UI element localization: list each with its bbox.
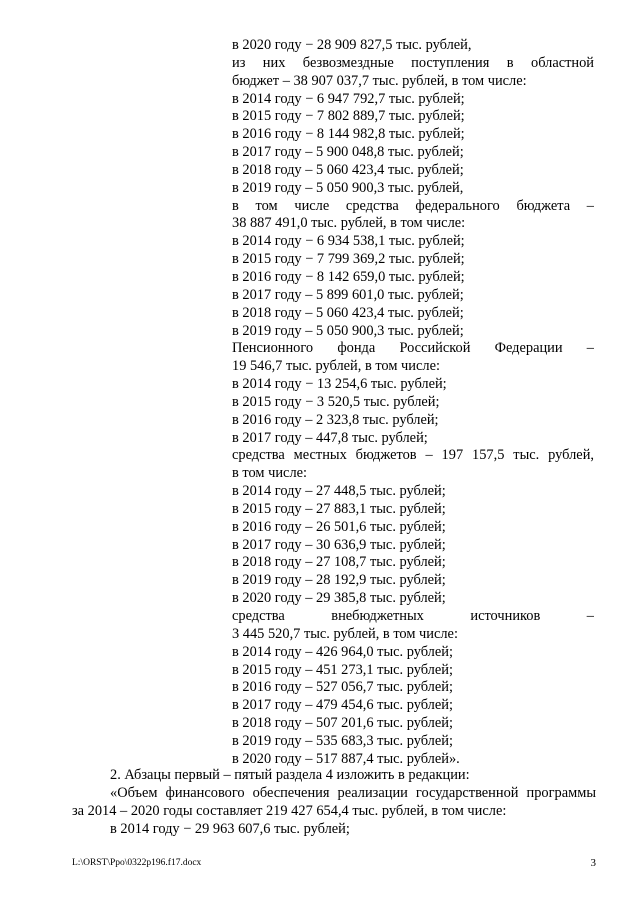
text-line: 3 445 520,7 тыс. рублей, в том числе: bbox=[232, 625, 458, 642]
text-line: в 2018 году – 5 060 423,4 тыс. рублей; bbox=[232, 161, 464, 178]
text-line: в 2019 году – 28 192,9 тыс. рублей; bbox=[232, 572, 446, 589]
text-line: в 2014 году − 6 934 538,1 тыс. рублей; bbox=[232, 233, 465, 250]
text-line: в 2017 году – 5 900 048,8 тыс. рублей; bbox=[232, 144, 464, 161]
text-line: в том числе средства федерального бюджета – bbox=[232, 197, 594, 214]
page-footer bbox=[72, 856, 596, 870]
text-line: средства внебюджетных источников – bbox=[232, 608, 594, 624]
text-line: в 2015 году – 27 883,1 тыс. рублей; bbox=[232, 500, 446, 517]
text-line: в 2018 году – 507 201,6 тыс. рублей; bbox=[232, 715, 453, 732]
text-line: в 2016 году – 527 056,7 тыс. рублей; bbox=[232, 679, 453, 696]
text-line: в 2016 году − 8 142 659,0 тыс. рублей; bbox=[232, 268, 465, 285]
text-line: Пенсионного фонда Российской Федерации – bbox=[232, 340, 594, 357]
text-line: в том числе: bbox=[232, 465, 308, 482]
text-line: в 2018 году – 5 060 423,4 тыс. рублей; bbox=[232, 304, 464, 321]
text-line: в 2019 году – 5 050 900,3 тыс. рублей; bbox=[232, 322, 464, 339]
text-line: в 2015 году − 7 799 369,2 тыс. рублей; bbox=[232, 251, 465, 268]
text-line: в 2015 году – 451 273,1 тыс. рублей; bbox=[232, 661, 453, 678]
text-line: в 2016 году – 2 323,8 тыс. рублей; bbox=[232, 411, 439, 428]
amendment-paragraph bbox=[72, 767, 596, 839]
text-line: в 2015 году − 3 520,5 тыс. рублей; bbox=[232, 393, 440, 410]
text-line: в 2020 году − 28 909 827,5 тыс. рублей, bbox=[232, 37, 472, 53]
text-line: в 2017 году – 447,8 тыс. рублей; bbox=[232, 429, 428, 446]
text-line: в 2014 году − 13 254,6 тыс. рублей; bbox=[232, 376, 447, 393]
text-line: средства местных бюджетов – 197 157,5 тыс. рублей, bbox=[232, 447, 594, 464]
text-line: бюджет – 38 907 037,7 тыс. рублей, в том числе: bbox=[232, 72, 527, 89]
text-line: 19 546,7 тыс. рублей, в том числе: bbox=[232, 358, 440, 375]
text-line: в 2020 году – 29 385,8 тыс. рублей; bbox=[232, 590, 446, 607]
text-line: в 2014 году – 27 448,5 тыс. рублей; bbox=[232, 483, 446, 500]
page-number: 3 bbox=[590, 857, 596, 869]
paragraph-line: за 2014 – 2020 годы составляет 219 427 654,4 тыс. рублей, в том числе: bbox=[72, 802, 507, 819]
text-line: в 2018 году – 27 108,7 тыс. рублей; bbox=[232, 554, 446, 571]
paragraph-line: в 2014 году − 29 963 607,6 тыс. рублей; bbox=[110, 820, 350, 837]
text-line: в 2020 году – 517 887,4 тыс. рублей». bbox=[232, 750, 460, 767]
text-line: в 2017 году – 30 636,9 тыс. рублей; bbox=[232, 536, 446, 553]
text-line: 38 887 491,0 тыс. рублей, в том числе: bbox=[232, 215, 466, 232]
text-line: в 2019 году – 5 050 900,3 тыс. рублей, bbox=[232, 179, 464, 196]
file-path: L:\ORST\Ppo\0322p196.f17.docx bbox=[72, 858, 202, 868]
paragraph-line: «Объем финансового обеспечения реализации государственной программы bbox=[110, 784, 596, 801]
paragraph-line: 2. Абзацы первый – пятый раздела 4 изложить в редакции: bbox=[110, 767, 470, 783]
text-line: в 2014 году – 426 964,0 тыс. рублей; bbox=[232, 643, 453, 660]
text-line: в 2017 году – 5 899 601,0 тыс. рублей; bbox=[232, 286, 464, 303]
text-line: в 2017 году – 479 454,6 тыс. рублей; bbox=[232, 697, 453, 714]
text-line: в 2019 году – 535 683,3 тыс. рублей; bbox=[232, 732, 453, 749]
text-line: в 2015 году − 7 802 889,7 тыс. рублей; bbox=[232, 108, 465, 125]
text-line: в 2016 году − 8 144 982,8 тыс. рублей; bbox=[232, 126, 465, 143]
text-line: в 2016 году – 26 501,6 тыс. рублей; bbox=[232, 518, 446, 535]
funding-breakdown-block bbox=[232, 37, 594, 769]
text-line: в 2014 году − 6 947 792,7 тыс. рублей; bbox=[232, 90, 465, 107]
text-line: из них безвозмездные поступления в областной bbox=[232, 54, 594, 71]
